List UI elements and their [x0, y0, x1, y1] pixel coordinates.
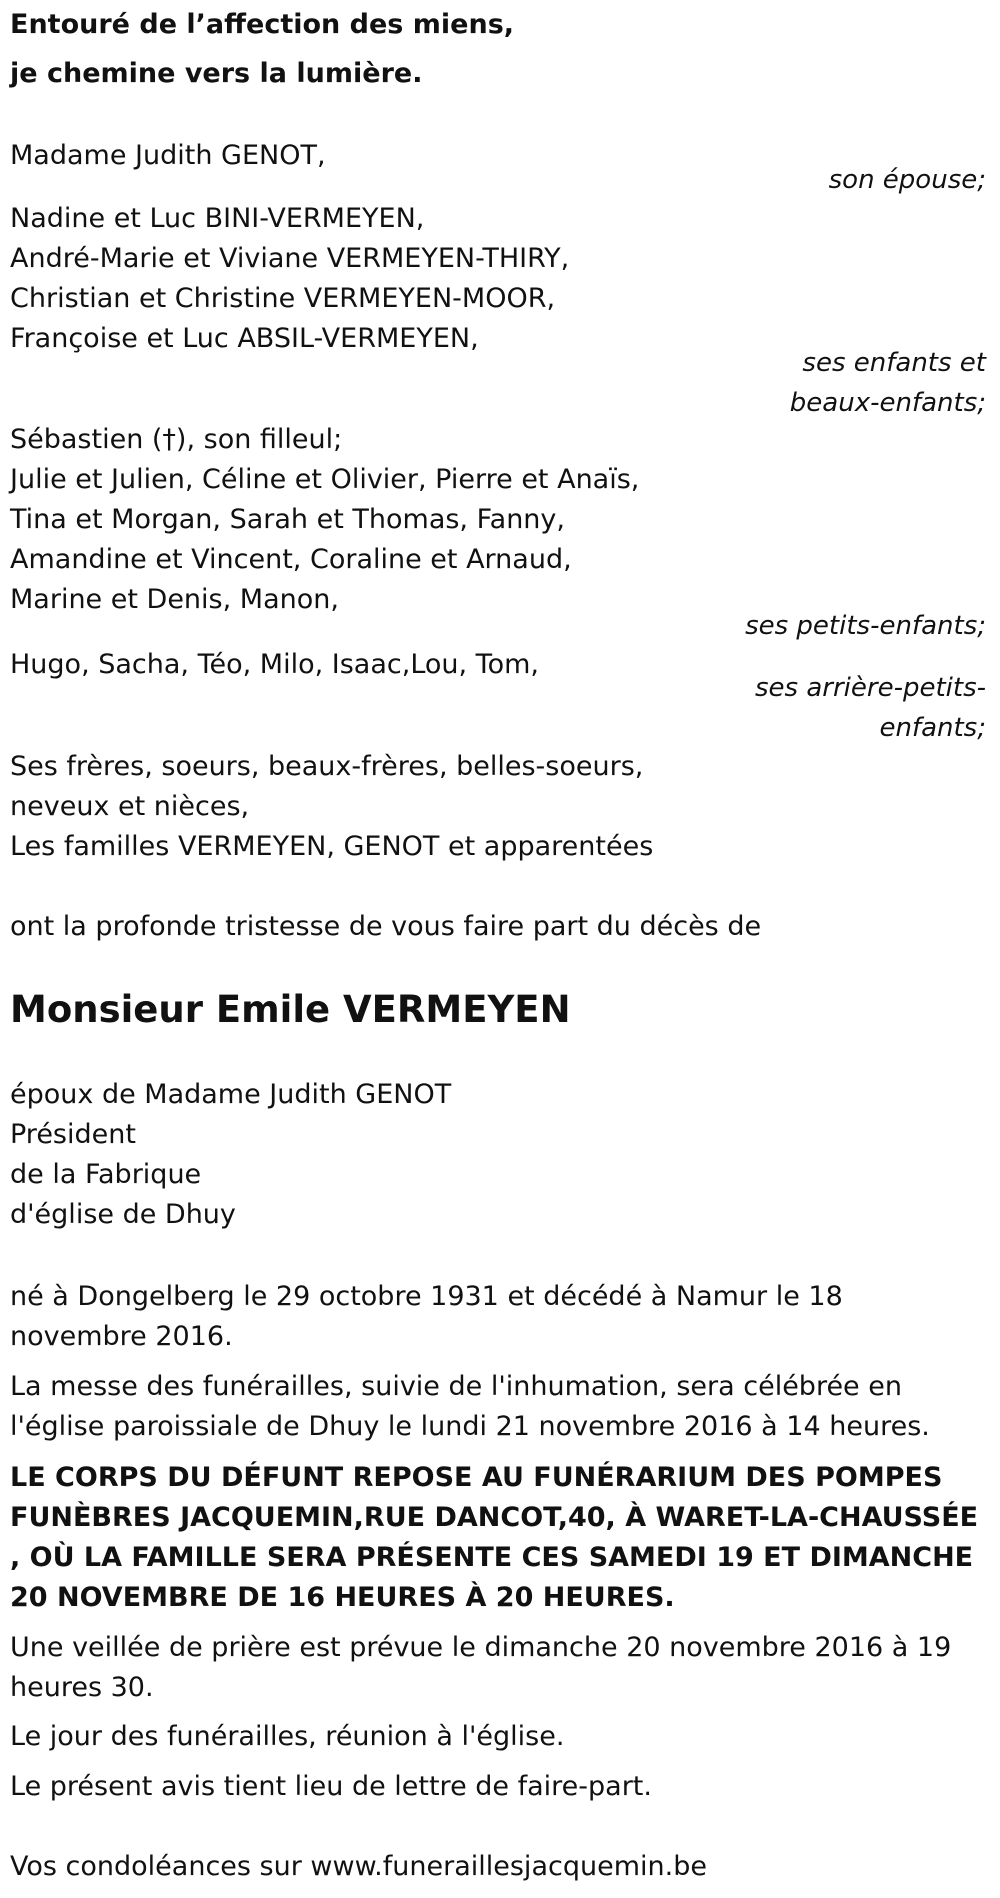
condolences-text: Vos condoléances sur www.funeraillesjacquemin.be: [10, 1851, 707, 1882]
role-line: ses petits-enfants;: [745, 611, 986, 641]
great-grandchildren-role: [755, 668, 986, 748]
detail-line: d'église de Dhuy: [10, 1199, 236, 1230]
grandchildren-names: [10, 420, 639, 620]
family-name-line: Nadine et Luc BINI-VERMEYEN,: [10, 203, 425, 234]
family-name-line: Marine et Denis, Manon,: [10, 584, 339, 615]
family-name-line: Françoise et Luc ABSIL-VERMEYEN,: [10, 323, 479, 354]
family-name-line: Ses frères, soeurs, beaux-frères, belles-soeurs,: [10, 751, 644, 782]
notice-text: Le présent avis tient lieu de lettre de faire-part.: [10, 1771, 652, 1802]
children-names: [10, 199, 569, 359]
family-name-line: Hugo, Sacha, Téo, Milo, Isaac,Lou, Tom,: [10, 649, 539, 680]
family-name-line: Tina et Morgan, Sarah et Thomas, Fanny,: [10, 504, 565, 535]
detail-line: de la Fabrique: [10, 1159, 202, 1190]
family-name-line: Les familles VERMEYEN, GENOT et apparentées: [10, 831, 654, 862]
family-name-line: Christian et Christine VERMEYEN-MOOR,: [10, 283, 556, 314]
detail-line: Président: [10, 1119, 136, 1150]
family-name-line: André-Marie et Viviane VERMEYEN-THIRY,: [10, 243, 570, 274]
epigraph-line: je chemine vers la lumière.: [10, 58, 423, 89]
grandchildren-role: [745, 606, 986, 646]
detail-line: époux de Madame Judith GENOT: [10, 1079, 452, 1110]
visitation-text: LE CORPS DU DÉFUNT REPOSE AU FUNÉRARIUM DES POMPES FUNÈBRES JACQUEMIN,RUE DANCOT,40, À WARET-LA-CHAUSSÉE , OÙ LA FAMILLE SERA PRÉSENTE CES SAMEDI 19 ET DIMANCHE 20 NOVEMBRE DE 16 HEURES À 20 HEURES.: [10, 1462, 979, 1613]
family-name-line: Amandine et Vincent, Coraline et Arnaud,: [10, 544, 572, 575]
vigil-text: Une veillée de prière est prévue le dimanche 20 novembre 2016 à 19 heures 30.: [10, 1632, 952, 1703]
great-grandchildren-names: [10, 645, 539, 685]
role-line: beaux-enfants;: [789, 388, 986, 418]
role-line: son épouse;: [828, 165, 986, 195]
role-line: ses arrière-petits-: [755, 673, 986, 703]
role-line: enfants;: [879, 713, 986, 743]
gathering-text: Le jour des funérailles, réunion à l'église.: [10, 1721, 565, 1752]
epigraph: [10, 0, 514, 98]
spouse-role: [829, 160, 986, 200]
deceased-details: [10, 1075, 451, 1235]
family-name-line: Julie et Julien, Céline et Olivier, Pierre et Anaïs,: [10, 464, 640, 495]
family-name-line: neveux et nièces,: [10, 791, 250, 822]
spouse-names: [10, 136, 326, 176]
other-relatives: [10, 747, 653, 867]
family-name-line: Sébastien (†), son filleul;: [10, 424, 343, 455]
epigraph-line: Entouré de l’affection des miens,: [10, 9, 515, 40]
birth-death-text: né à Dongelberg le 29 octobre 1931 et décédé à Namur le 18 novembre 2016.: [10, 1281, 843, 1352]
funeral-text: La messe des funérailles, suivie de l'inhumation, sera célébrée en l'église paroissiale de Dhuy le lundi 21 novembre 2016 à 14 heures.: [10, 1371, 930, 1442]
deceased-name: Monsieur Emile VERMEYEN: [10, 988, 571, 1031]
role-line: ses enfants et: [802, 348, 986, 378]
family-name-line: Madame Judith GENOT,: [10, 140, 326, 171]
children-role: [790, 343, 986, 423]
announcement: ont la profonde tristesse de vous faire part du décès de: [10, 911, 762, 942]
